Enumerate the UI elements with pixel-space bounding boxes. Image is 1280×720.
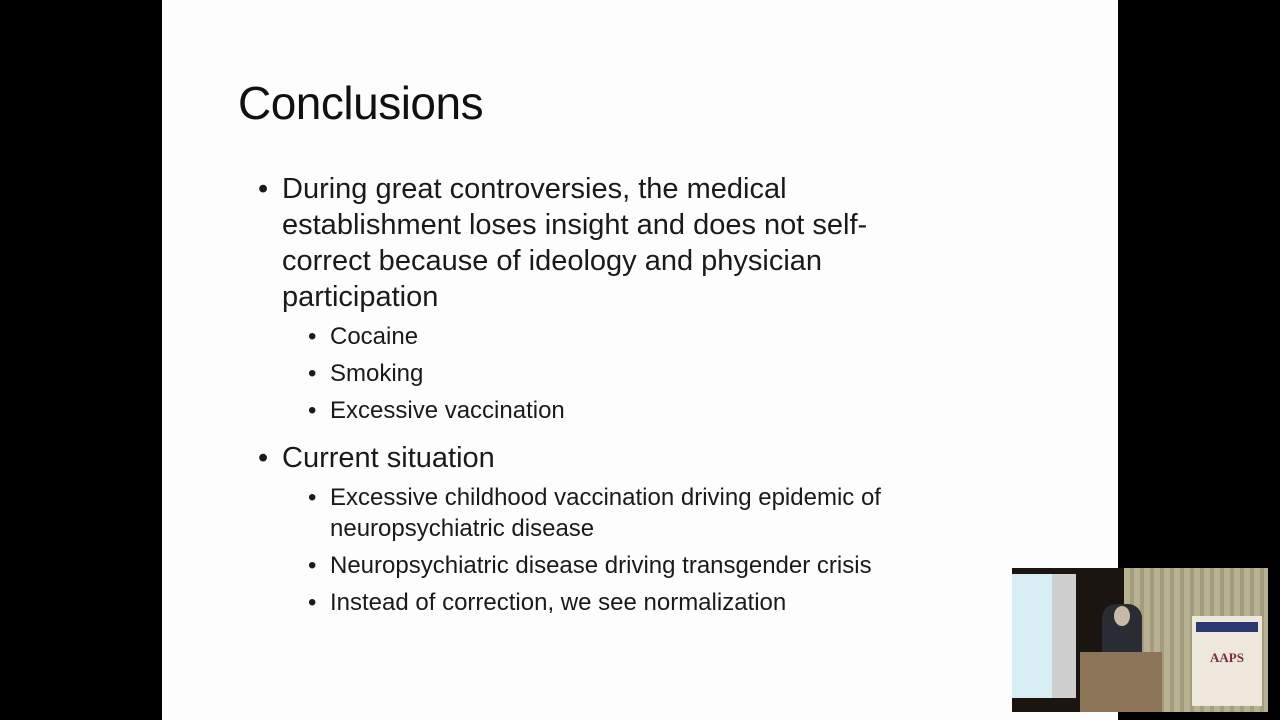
bullet-line: During great controversies, the medical [282,173,787,205]
sub-bullet-text: Neuropsychiatric disease driving transgender crisis [330,552,872,579]
slide-title: Conclusions [238,77,484,129]
sub-bullet [308,395,565,426]
bullet-dot: • [308,484,317,511]
sub-bullet [308,321,419,352]
bullet-line: establishment loses insight and does not self- [282,209,868,241]
podium [1080,652,1162,712]
sub-bullet [308,482,881,544]
bullet-dot: • [308,323,317,350]
aaps-logo: AAPS [1210,650,1244,665]
presentation-slide [162,0,1118,720]
sub-bullet-text: Excessive vaccination [330,397,565,424]
screen-edge [1052,574,1076,698]
bullet-dot: • [308,360,317,387]
sub-bullet [308,358,424,389]
sub-bullet-line: Excessive childhood vaccination driving epidemic of [330,484,881,511]
sub-bullet [308,587,787,618]
bullet-line: participation [282,281,439,313]
bullet-line: Current situation [282,442,495,474]
bullet-dot: • [258,442,269,474]
sub-bullet-text: Instead of correction, we see normalization [330,589,787,616]
bullet-line: correct because of ideology and physician [282,245,823,277]
bullet-dot: • [308,552,317,579]
sub-bullet-text: Smoking [330,360,424,387]
bullet-1 [258,171,868,315]
sub-bullet-line: neuropsychiatric disease [330,515,595,542]
bullet-dot: • [308,397,317,424]
bullet-dot: • [258,173,269,205]
speaker-video-inset [1012,568,1268,712]
bullet-2 [258,440,495,476]
speaker-head [1114,606,1130,626]
sub-bullet [308,550,872,581]
banner-stripe [1196,622,1258,632]
aaps-banner [1192,616,1262,706]
bullet-dot: • [308,589,317,616]
sub-bullet-text: Cocaine [330,323,419,350]
